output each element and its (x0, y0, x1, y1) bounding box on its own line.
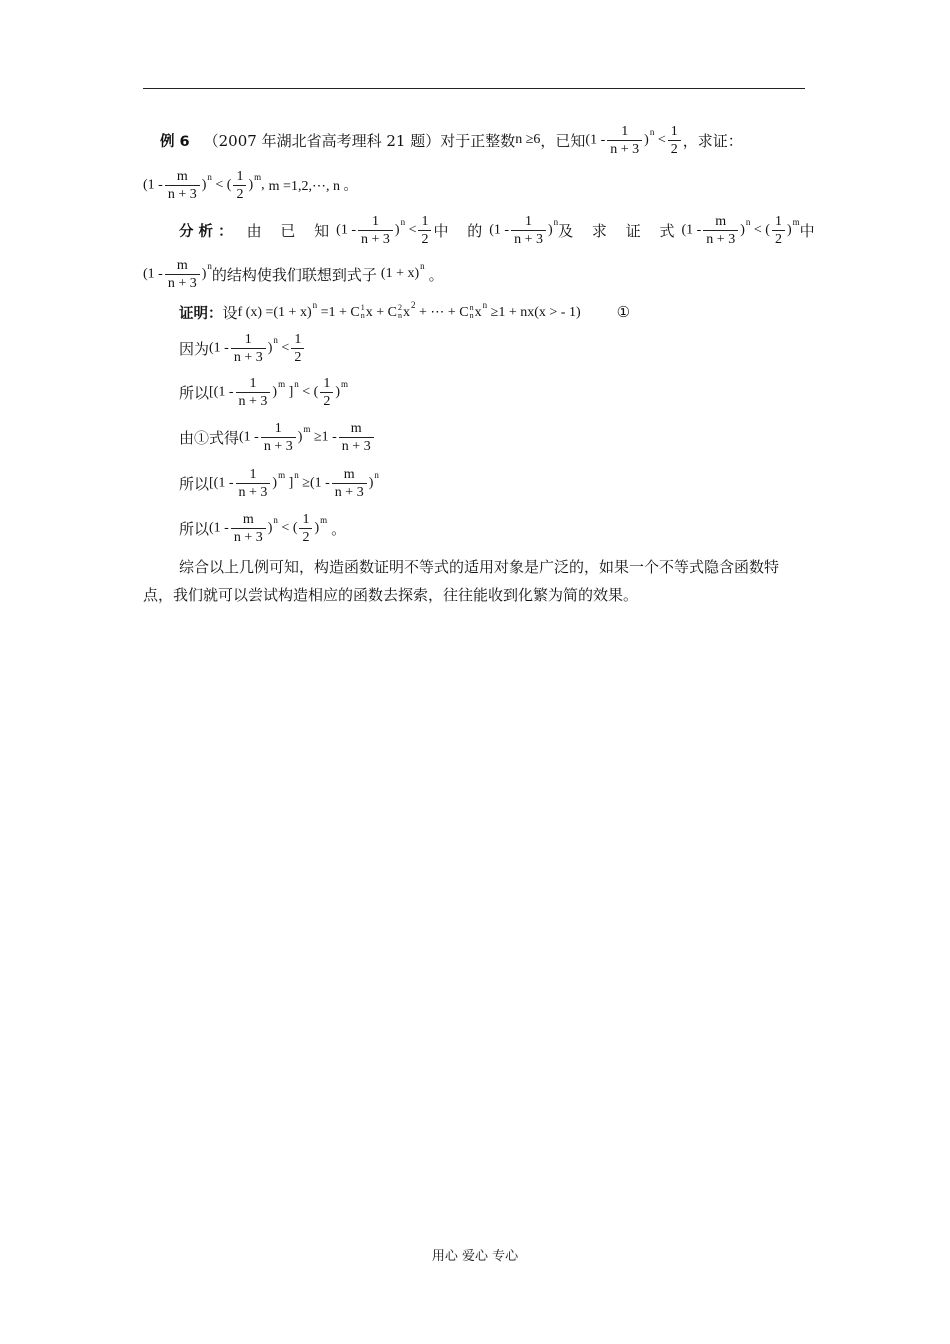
proof-step-5-label: 所以 (179, 519, 210, 538)
proof-text-1: 设 (222, 303, 238, 322)
proof-step-5 (179, 506, 346, 550)
example-condition: n ≥6 (515, 132, 541, 147)
example-line-1 (160, 118, 743, 162)
proof-step-1-label: 因为 (179, 339, 210, 358)
formula-analysis-1: (1 - $\frac{1}{n + 3}$ )$^n$ < $\frac{1}{2}$ (336, 213, 433, 248)
formula-binomial-base: $(1 + x)^n$ (380, 261, 425, 281)
analysis-line-1 (179, 208, 815, 252)
analysis-text-3: 及 求 证 式 (558, 221, 682, 240)
analysis-text-5: 的结构使我们联想到式子 (211, 265, 377, 284)
example-label: 例 6 (160, 133, 190, 150)
formula-step-5: (1 - $\frac{m}{n + 3}$ )$^n$ < ( $\frac{1}{2}$ )$^m$ (209, 511, 328, 545)
proof-step-4-label: 所以 (179, 474, 210, 493)
example-tail: m =1,2,⋯, n 。 (268, 179, 358, 194)
formula-analysis-4: (1 - $\frac{m}{n + 3}$ )$^n$ (143, 257, 212, 291)
header-rule (143, 88, 805, 89)
formula-analysis-2: (1 - $\frac{1}{n + 3}$ )$^n$ (489, 213, 559, 247)
formula-bernoulli: f $(x) =(1 + x)^n =1 + C$ 1 n x + C 2 n $x^2$ + ⋯ + C n n $x^n \ge 1 + nx(x$ > - 1) (237, 299, 581, 321)
formula-step-3: (1 - $\frac{1}{n + 3}$ )$^m$ ≥1 - $\frac{m}{n + 3}$ (239, 420, 376, 455)
proof-step-2 (179, 370, 348, 414)
formula-step-2: [(1 - $\frac{1}{n + 3}$ )$^m$ ]$^n$ < ( $\frac{1}{2}$ )$^m$ (209, 375, 349, 409)
analysis-label: 分 析 ： (179, 223, 233, 240)
formula-claim: (1 - $\frac{m}{n + 3}$ )$^n$ < ( $\frac{1}{2}$ )$^m$, (143, 168, 265, 202)
proof-step-3 (179, 415, 376, 459)
circled-one-marker: ① (616, 303, 631, 321)
proof-step-3-label: 由①式得 (179, 428, 240, 447)
page-footer: 用心 爱心 专心 (431, 1249, 519, 1264)
proof-step-1 (179, 326, 306, 370)
formula-step-1: (1 - $\frac{1}{n + 3}$ )$^n$ < $\frac{1}{2}$ (209, 331, 306, 366)
proof-step-4 (179, 461, 379, 505)
formula-analysis-3: (1 - $\frac{m}{n + 3}$ )$^n$ < ( $\frac{1}{2}$ )$^m$ (681, 213, 800, 247)
summary-paragraph: 综合以上几例可知，构造函数证明不等式的适用对象是广泛的，如果一个不等式隐含函数特点，我们就可以尝试构造相应的函数去探索，往往能收到化繁为简的效果。 (143, 558, 780, 604)
example-known: ，已知 (540, 131, 586, 150)
example-prove: ，求证： (682, 131, 743, 150)
analysis-text-1: 由 已 知 (246, 221, 337, 240)
formula-step-4: [(1 - $\frac{1}{n + 3}$ )$^m$ ]$^n$ ≥(1 - $\frac{m}{n + 3}$ )$^n$ (209, 466, 379, 500)
proof-label: 证明： (179, 305, 223, 322)
proof-step-2-label: 所以 (179, 383, 210, 402)
example-source: （2007 年湖北省高考理科 21 题）对于正整数 (203, 131, 516, 150)
formula-known: (1 - $\frac{1}{n + 3}$ )$^n$ < $\frac{1}{2}$ (585, 123, 682, 158)
example-line-2 (143, 163, 357, 207)
proof-end: 。 (331, 519, 347, 538)
analysis-text-6: 。 (428, 265, 444, 284)
analysis-text-4: 中 (799, 221, 815, 240)
analysis-text-2: 中 的 (433, 221, 490, 240)
